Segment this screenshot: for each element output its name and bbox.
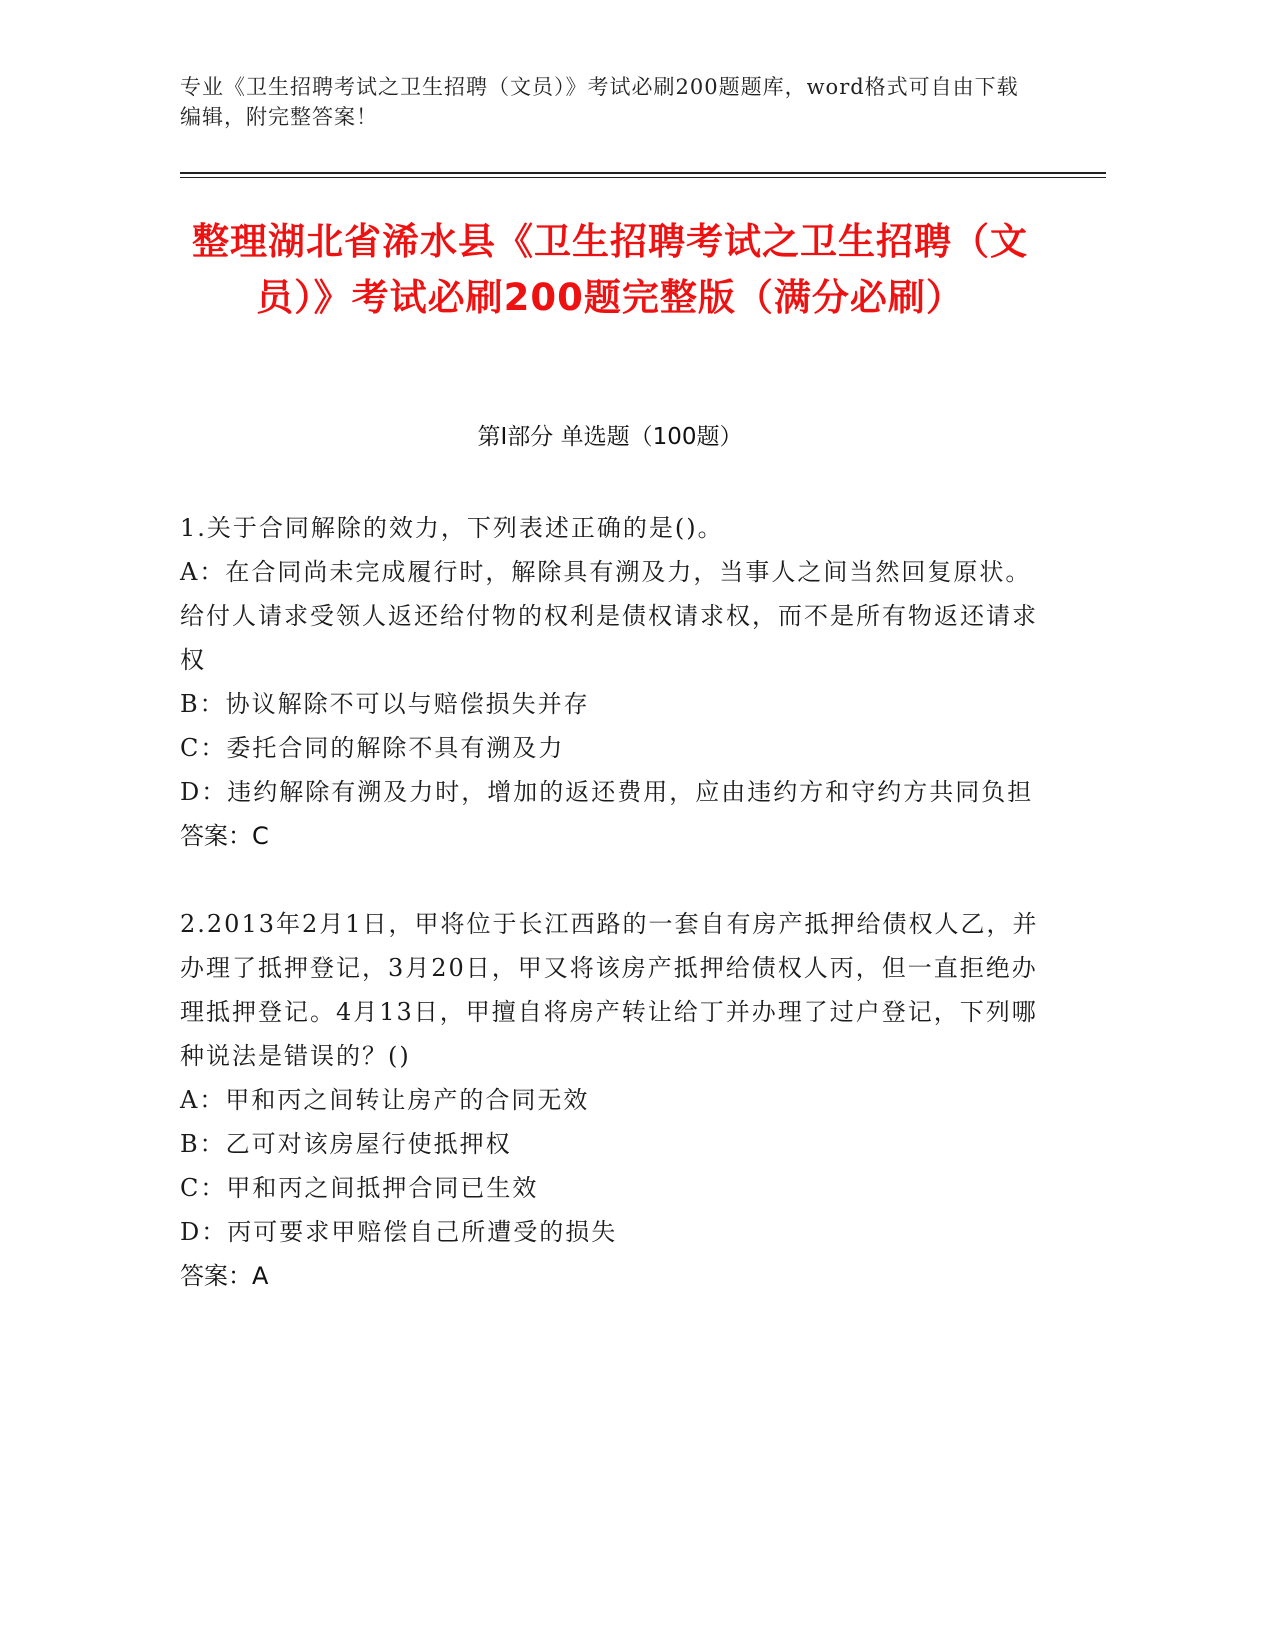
question-1 bbox=[180, 506, 1040, 858]
question-list bbox=[180, 506, 1040, 1298]
option-b: B：协议解除不可以与赔偿损失并存 bbox=[180, 690, 590, 718]
document-title: 整理湖北省浠水县《卫生招聘考试之卫生招聘（文员）》考试必刷200题完整版（满分必刷） bbox=[192, 220, 1028, 319]
section-heading: 第I部分 单选题（100题） bbox=[477, 424, 743, 450]
header-rule-thick bbox=[180, 172, 1106, 174]
option-a: A：在合同尚未完成履行时，解除具有溯及力，当事人之间当然回复原状。给付人请求受领人返还给付物的权利是债权请求权，而不是所有物返还请求权 bbox=[180, 558, 1038, 674]
option-a: A：甲和丙之间转让房产的合同无效 bbox=[180, 1086, 590, 1114]
option-c: C：甲和丙之间抵押合同已生效 bbox=[180, 1174, 539, 1202]
question-stem: 2.2013年2月1日，甲将位于长江西路的一套自有房产抵押给债权人乙，并办理了抵押登记，3月20日，甲又将该房产抵押给债权人丙，但一直拒绝办理抵押登记。4月13日，甲擅自将房产转让给丁并办理了过户登记，下列哪种说法是错误的？() bbox=[180, 910, 1039, 1070]
option-b: B：乙可对该房屋行使抵押权 bbox=[180, 1130, 512, 1158]
answer-line: 答案：A bbox=[180, 1262, 269, 1290]
option-c: C：委托合同的解除不具有溯及力 bbox=[180, 734, 565, 762]
header-note: 专业《卫生招聘考试之卫生招聘（文员）》考试必刷200题题库，word格式可自由下载编辑，附完整答案！ bbox=[180, 75, 1019, 129]
option-d: D：违约解除有溯及力时，增加的返还费用，应由违约方和守约方共同负担 bbox=[180, 778, 1034, 806]
answer-line: 答案：C bbox=[180, 822, 269, 850]
question-stem: 1.关于合同解除的效力，下列表述正确的是()。 bbox=[180, 514, 724, 542]
header-rule-thin bbox=[180, 177, 1106, 178]
question-2 bbox=[180, 902, 1040, 1298]
option-d: D：丙可要求甲赔偿自己所遭受的损失 bbox=[180, 1218, 618, 1246]
